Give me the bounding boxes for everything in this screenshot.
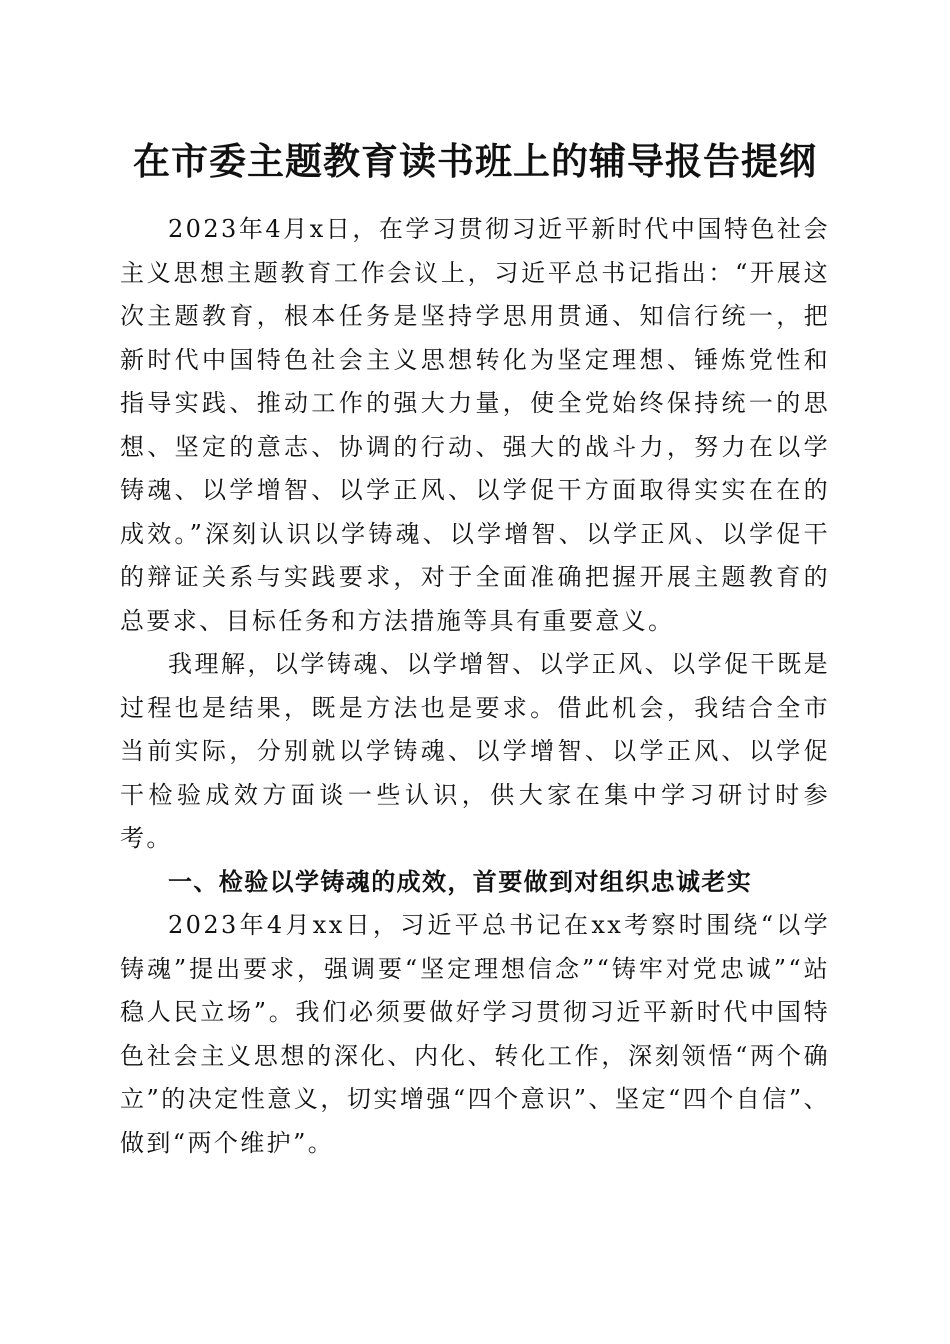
document-body — [120, 208, 830, 1165]
purpose-paragraph: 我理解，以学铸魂、以学增智、以学正风、以学促干既是过程也是结果，既是方法也是要求。借此机会，我结合全市当前实际，分别就以学铸魂、以学增智、以学正风、以学促干检验成效方面谈一些认识，供大家在集中学习研讨时参考。 — [120, 650, 830, 852]
section-1-paragraph: 2023年4月xx日，习近平总书记在xx考察时围绕“以学铸魂”提出要求，强调要“坚定理想信念”“铸牢对党忠诚”“站稳人民立场”。我们必须要做好学习贯彻习近平新时代中国特色社会主义思想的深化、内化、转化工作，深刻领悟“两个确立”的决定性意义，切实增强“四个意识”、坚定“四个自信”、做到“两个维护”。 — [120, 911, 830, 1157]
document-title: 在市委主题教育读书班上的辅导报告提纲 — [133, 139, 817, 183]
section-1-heading: 一、检验以学铸魂的成效，首要做到对组织忠诚老实 — [168, 867, 753, 896]
intro-paragraph: 2023年4月x日，在学习贯彻习近平新时代中国特色社会主义思想主题教育工作会议上，习近平总书记指出：“开展这次主题教育，根本任务是坚持学思用贯通、知信行统一，把新时代中国特色社会主义思想转化为坚定理想、锤炼党性和指导实践、推动工作的强大力量，使全党始终保持统一的思想、坚定的意志、协调的行动、强大的战斗力，努力在以学铸魂、以学增智、以学正风、以学促干方面取得实实在在的成效。”深刻认识以学铸魂、以学增智、以学正风、以学促干的辩证关系与实践要求，对于全面准确把握开展主题教育的总要求、目标任务和方法措施等具有重要意义。 — [120, 215, 830, 635]
